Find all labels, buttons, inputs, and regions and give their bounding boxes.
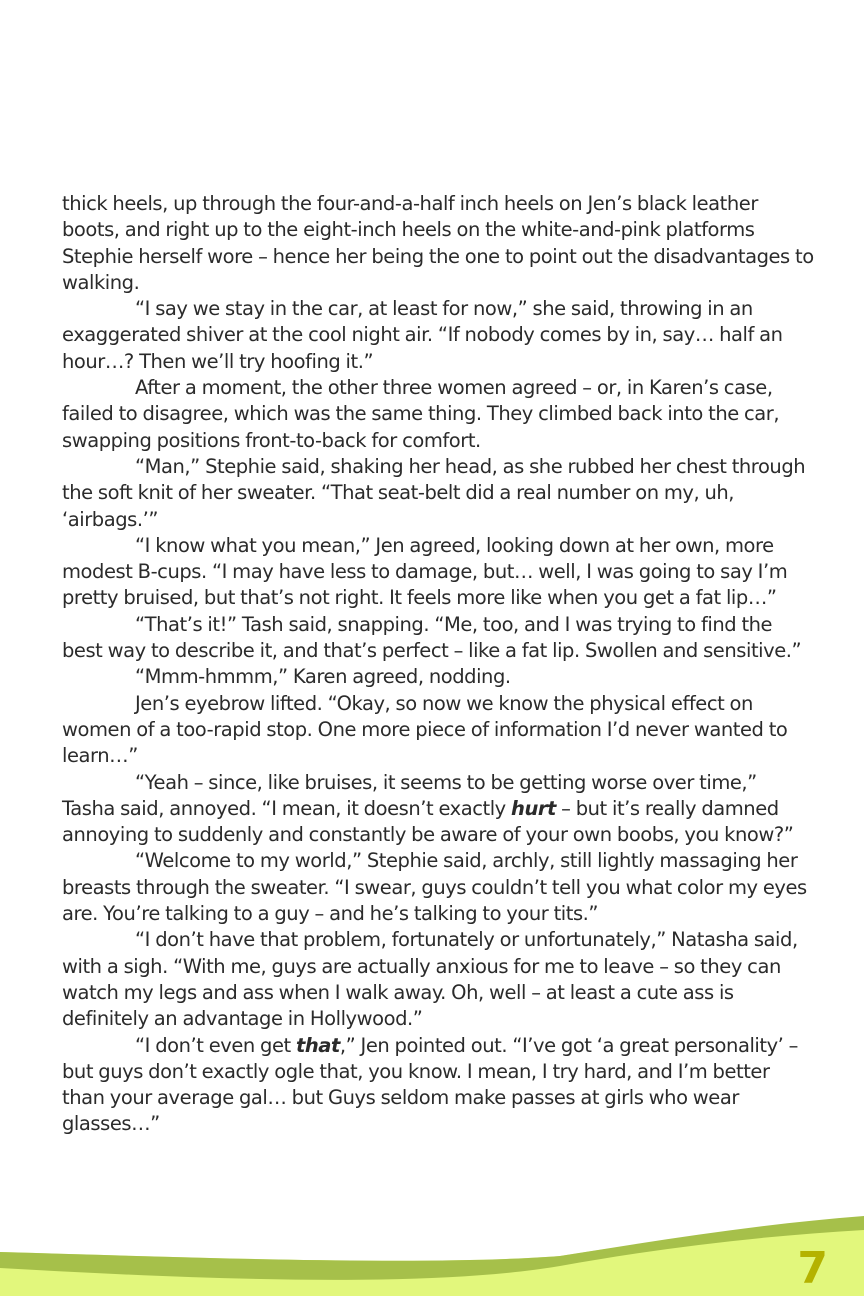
paragraph-text: “Yeah – since, like bruises, it seems to be getting worse over time,” Tasha said, annoyed. “I mean, it doesn’t exactly [62, 770, 757, 820]
page-number: 7 [797, 1243, 828, 1294]
paragraph [62, 770, 814, 849]
paragraph-text: After a moment, the other three women agreed – or, in Karen’s case, failed to disagree, which was the same thing. They climbed back into the car, swapping positions front-to-back for comfort. [62, 376, 780, 452]
paragraph [62, 1033, 814, 1138]
paragraph-text: “Mmm-hmmm,” Karen agreed, nodding. [135, 665, 511, 689]
paragraph-text: “I don’t even get [135, 1033, 296, 1057]
paragraph [62, 191, 814, 296]
paragraph-text: “Man,” Stephie said, shaking her head, as she rubbed her chest through the soft knit of her sweater. “That seat-belt did a real number on my, uh, ‘airbags.’” [62, 454, 806, 531]
paragraph-text: Jen’s eyebrow lifted. “Okay, so now we know the physical effect on women of a too-rapid stop. One more piece of information I’d never wanted to learn…” [62, 691, 788, 768]
paragraph-text: thick heels, up through the four-and-a-half inch heels on Jen’s black leather boots, and right up to the eight-inch heels on the white-and-pink platforms Stephie herself wore – hence her being the one to point out the disadvantages to walking. [62, 192, 814, 294]
paragraph-text: “I don’t have that problem, fortunately or unfortunately,” Natasha said, with a sigh. “With me, guys are actually anxious for me to leave – so they can watch my legs and ass when I walk away. Oh, well – at least a cute ass is definitely an advantage in Hollywood.” [62, 928, 798, 1031]
paragraph [62, 533, 814, 612]
paragraph [62, 927, 814, 1032]
paragraph-text: “I say we stay in the car, at least for now,” she said, throwing in an exaggerated shiver at the cool night air. “If nobody comes by in, say… half an hour…? Then we’ll try hoofing it.” [62, 297, 783, 373]
paragraph [62, 375, 814, 454]
paragraph [62, 664, 814, 690]
emphasized-text: that [295, 1033, 340, 1057]
paragraph-text: “That’s it!” Tash said, snapping. “Me, too, and I was trying to find the best way to describe it, and that’s perfect – like a fat lip. Swollen and sensitive.” [62, 612, 802, 663]
paragraph-text: “Welcome to my world,” Stephie said, archly, still lightly massaging her breasts through the sweater. “I swear, guys couldn’t tell you what color my eyes are. You’re talking to a guy – and he’s talking to your tits.” [62, 849, 807, 926]
paragraph-text: ,” Jen pointed out. “I’ve got ‘a great personality’ – but guys don’t exactly ogle that, you know. I mean, I try hard, and I’m better than your average gal… but Guys seldom make passes at girls who wear glasses…” [62, 1033, 798, 1136]
paragraph [62, 296, 814, 375]
footer-wave-decoration [0, 1210, 864, 1296]
paragraph [62, 848, 814, 927]
paragraph [62, 454, 814, 533]
body-text [62, 191, 814, 1138]
paragraph [62, 691, 814, 770]
paragraph-text: “I know what you mean,” Jen agreed, looking down at her own, more modest B-cups. “I may have less to damage, but… well, I was going to say I’m pretty bruised, but that’s not right. It feels more like when you get a fat lip…” [62, 533, 788, 610]
paragraph [62, 612, 814, 665]
emphasized-text: hurt [511, 796, 556, 820]
paragraph-text: – but it’s really damned annoying to suddenly and constantly be aware of your own boobs, you know?” [62, 796, 794, 847]
